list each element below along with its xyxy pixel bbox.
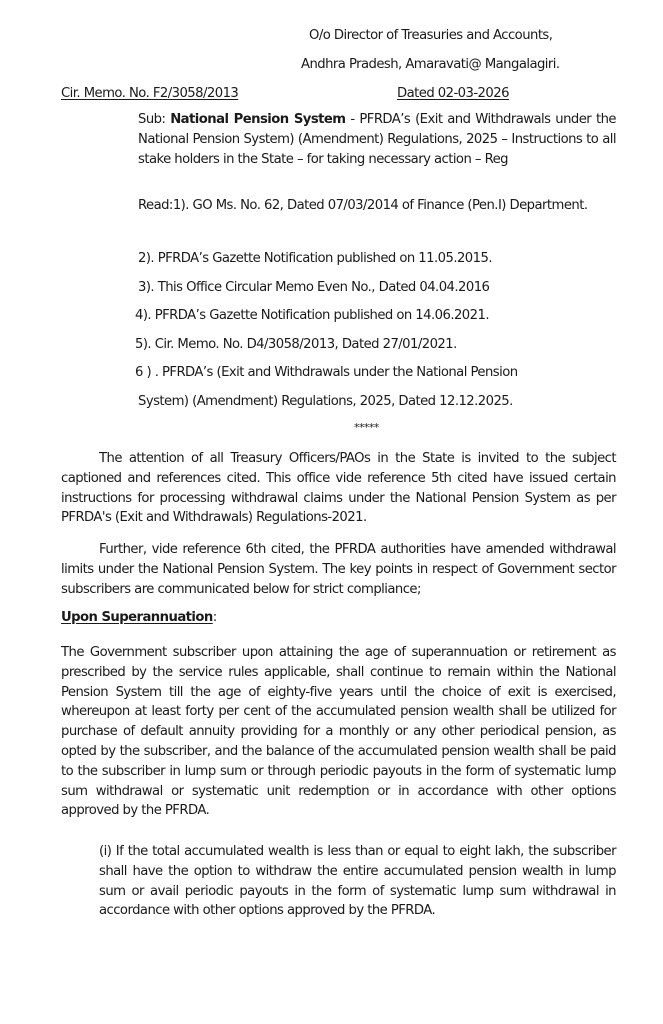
item-i: (i) If the total accumulated wealth is less than or equal to eight lakh, the subscriber shall have the option to withdraw the entire accumulated pension wealth in lump sum or avail periodic payouts in the form of systematic lump sum withdrawal in accordance with other options approved by the PFRDA. (99, 844, 616, 919)
paragraph-3: The Government subscriber upon attaining the age of superannuation or retirement as prescribed by the service rules applicable, shall continue to remain within the National Pension System till the age of eighty-five years until the choice of exit is exercised, whereupon at least forty per cent of the accumulated pension wealth shall be utilized for purchase of default annuity providing for a monthly or any other periodical pension, as opted by the subscriber, and the balance of the accumulated pension wealth shall be paid to the subscriber in lump sum or through periodic payouts in the form of systematic lump sum withdrawal or systematic unit redemption or in accordance with other options approved by the PFRDA. (61, 645, 616, 819)
reference-6-line-2: System) (Amendment) Regulations, 2025, Dated 12.12.2025. (138, 394, 513, 409)
separator: ***** (354, 421, 379, 434)
reference-5: 5). Cir. Memo. No. D4/3058/2013, Dated 27/01/2021. (135, 337, 457, 352)
reference-2: 2). PFRDA’s Gazette Notification published on 11.05.2015. (138, 251, 492, 266)
subject-block (138, 110, 616, 169)
paragraph-2: Further, vide reference 6th cited, the PFRDA authorities have amended withdrawal limits under the National Pension System. The key points in respect of Government sector subscribers are communicated below for strict compliance; (61, 542, 616, 597)
office-line-2: Andhra Pradesh, Amaravati@ Mangalagiri. (301, 57, 560, 72)
reference-1: Read:1). GO Ms. No. 62, Dated 07/03/2014 of Finance (Pen.I) Department. (138, 198, 588, 213)
section-heading-colon: : (212, 610, 217, 625)
office-line-1: O/o Director of Treasuries and Accounts, (309, 28, 553, 43)
subject-rest: - PFRDA’s (Exit and Withdrawals under the National Pension System) (Amendment) Regulations, 2025 – Instructions to all stake holders in the State – for taking necessary action – Reg (138, 112, 616, 167)
section-heading-text: Upon Superannuation (61, 610, 213, 625)
memo-date: Dated 02-03-2026 (397, 86, 509, 101)
section-heading (61, 610, 217, 625)
reference-6-line-1: 6 ) . PFRDA’s (Exit and Withdrawals under the National Pension (135, 365, 518, 380)
reference-4: 4). PFRDA’s Gazette Notification published on 14.06.2021. (135, 308, 489, 323)
paragraph-1: The attention of all Treasury Officers/PAOs in the State is invited to the subject captioned and references cited. This office vide reference 5th cited have issued certain instructions for processing withdrawal claims under the National Pension System as per PFRDA's (Exit and Withdrawals) Regulations-2021. (61, 451, 616, 526)
subject-bold: National Pension System (170, 112, 346, 127)
reference-3: 3). This Office Circular Memo Even No., Dated 04.04.2016 (138, 280, 490, 295)
subject-prefix: Sub: (138, 112, 171, 127)
memo-number: Cir. Memo. No. F2/3058/2013 (61, 86, 239, 101)
